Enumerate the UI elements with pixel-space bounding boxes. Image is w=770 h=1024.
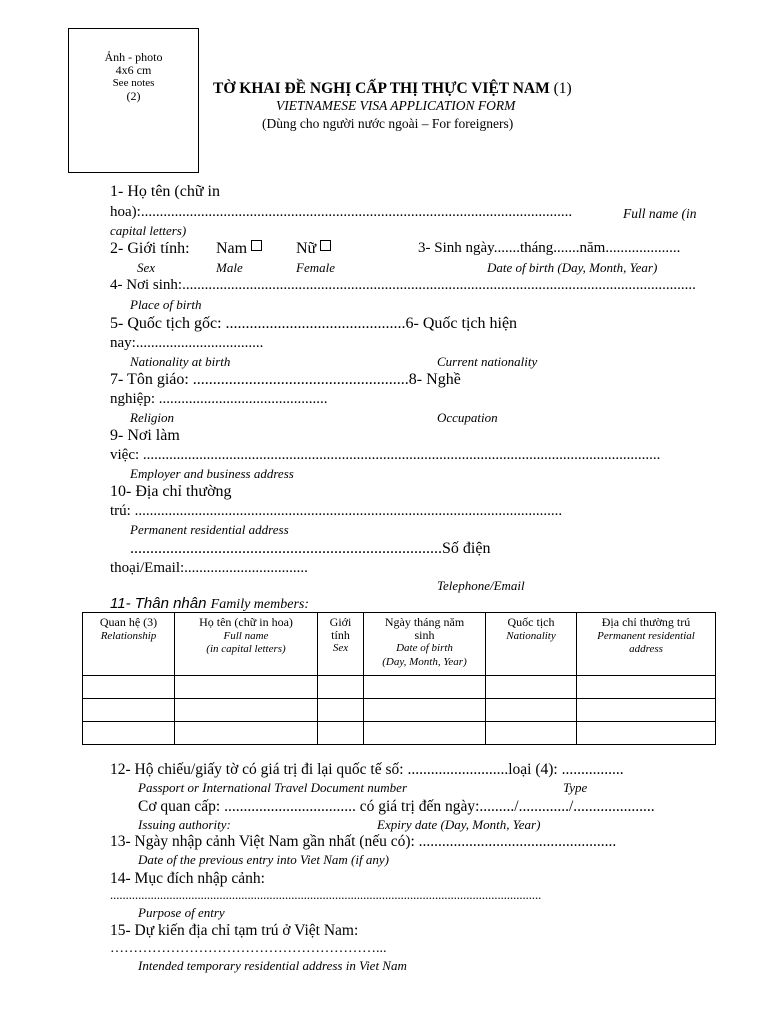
field-9-label: 9- Nơi làm: [110, 427, 180, 444]
table-cell[interactable]: [175, 676, 318, 699]
field-14-label: 14- Mục đích nhập cảnh:: [110, 870, 265, 887]
table-cell[interactable]: [486, 676, 577, 699]
col-nationality: Quốc tịch Nationality: [486, 613, 577, 676]
photo-note: See notes: [112, 77, 155, 89]
field-5-en: Nationality at birth: [130, 354, 231, 369]
table-cell[interactable]: [318, 699, 364, 722]
table-cell[interactable]: [364, 699, 486, 722]
field-12-en: Passport or International Travel Document number: [138, 780, 408, 795]
field-1-input[interactable]: hoa):...................................................................................................................: [110, 204, 573, 220]
col-date-of-birth: Ngày tháng năm sinh Date of birth (Day, Month, Year): [364, 613, 486, 676]
field-13-en: Date of the previous entry into Viet Nam (if any): [138, 852, 389, 867]
field-11-label: 11- Thân nhân Family members:: [110, 595, 310, 612]
field-2-label: 2- Giới tính:: [110, 240, 190, 257]
field-12-issuing-en: Issuing authority:: [138, 817, 231, 832]
form-subtitle-users: (Dùng cho người nước ngoài – For foreigners): [262, 116, 514, 131]
field-6-en: Current nationality: [437, 354, 538, 369]
table-header-row: [83, 613, 716, 676]
table-cell[interactable]: [318, 676, 364, 699]
field-1-en-2: capital letters): [110, 223, 187, 238]
table-cell[interactable]: [83, 699, 175, 722]
field-1-en: Full name (in: [623, 206, 697, 221]
photo-note-number: (2): [126, 89, 141, 103]
field-5-input[interactable]: 5- Quốc tịch gốc: .............................................6- Quốc tịch hiện: [110, 315, 518, 332]
col-full-name: Họ tên (chữ in hoa) Full name (in capital letters): [175, 613, 318, 676]
table-cell[interactable]: [577, 676, 716, 699]
table-row: [83, 676, 716, 699]
field-4-en: Place of birth: [130, 297, 202, 312]
photo-size: 4x6 cm: [115, 63, 152, 77]
field-9-en: Employer and business address: [130, 466, 294, 481]
field-7-input[interactable]: 7- Tôn giáo: ......................................................8- Nghề: [110, 371, 461, 388]
field-2-male-en: Male: [216, 260, 243, 275]
field-12-input[interactable]: 12- Hộ chiếu/giấy tờ có giá trị đi lại quốc tế số: ..........................loại (4): ................: [110, 761, 624, 778]
field-15-en: Intended temporary residential address in Viet Nam: [138, 958, 407, 973]
field-14-en: Purpose of entry: [138, 905, 225, 920]
field-2-en: Sex: [137, 260, 156, 275]
field-10-email-input[interactable]: thoại/Email:.................................: [110, 560, 308, 576]
field-10-phone-line[interactable]: ..............................................................................Số điện: [130, 540, 491, 557]
form-title: TỜ KHAI ĐỀ NGHỊ CẤP THỊ THỰC VIỆT NAM (1): [213, 80, 572, 97]
field-15-label: 15- Dự kiến địa chỉ tạm trú ở Việt Nam:: [110, 922, 359, 939]
field-7-en: Religion: [130, 410, 175, 425]
male-checkbox[interactable]: [251, 240, 262, 251]
table-row: [83, 699, 716, 722]
field-15-input[interactable]: …………………………………………………...: [110, 941, 387, 956]
female-checkbox[interactable]: [320, 240, 331, 251]
field-10-en: Permanent residential address: [130, 522, 289, 537]
field-12-type-en: Type: [563, 780, 588, 795]
table-cell[interactable]: [83, 676, 175, 699]
field-2-female-en: Female: [296, 260, 335, 275]
field-10-tel-en: Telephone/Email: [437, 578, 525, 593]
field-10-label: 10- Địa chỉ thường: [110, 483, 232, 500]
field-8-en: Occupation: [437, 410, 498, 425]
photo-label: Ảnh - photo: [104, 50, 163, 64]
family-members-table: [82, 612, 716, 745]
col-sex: Giới tính Sex: [318, 613, 364, 676]
table-cell[interactable]: [486, 722, 577, 745]
table-cell[interactable]: [318, 722, 364, 745]
form-subtitle-en: VIETNAMESE VISA APPLICATION FORM: [276, 98, 516, 113]
field-9-input[interactable]: việc: ..........................................................................................................................................: [110, 447, 661, 463]
table-cell[interactable]: [577, 722, 716, 745]
field-3-en: Date of birth (Day, Month, Year): [487, 260, 658, 275]
sex-male-option[interactable]: Nam: [216, 240, 262, 258]
table-cell[interactable]: [364, 676, 486, 699]
sex-female-option[interactable]: Nữ: [296, 240, 331, 258]
field-1-label: 1- Họ tên (chữ in: [110, 183, 220, 200]
field-13-input[interactable]: 13- Ngày nhập cảnh Việt Nam gần nhất (nếu có): ...................................................: [110, 833, 617, 850]
table-row: [83, 722, 716, 745]
table-cell[interactable]: [83, 722, 175, 745]
table-cell[interactable]: [175, 699, 318, 722]
field-12-issuing-input[interactable]: Cơ quan cấp: .................................. có giá trị đến ngày:........./............./.....................: [138, 798, 655, 815]
photo-box: [68, 28, 199, 173]
field-6-input[interactable]: nay:..................................: [110, 335, 264, 351]
field-14-input[interactable]: ..........................................................................................................................................: [110, 888, 542, 902]
table-cell[interactable]: [486, 699, 577, 722]
col-address: Địa chỉ thường trú Permanent residential address: [577, 613, 716, 676]
table-cell[interactable]: [577, 699, 716, 722]
field-10-input[interactable]: trú: ..................................................................................................................: [110, 503, 563, 519]
table-cell[interactable]: [364, 722, 486, 745]
table-cell[interactable]: [175, 722, 318, 745]
field-3-input[interactable]: 3- Sinh ngày.......tháng.......năm....................: [418, 240, 681, 256]
col-relationship: Quan hệ (3) Relationship: [83, 613, 175, 676]
field-4-input[interactable]: 4- Nơi sinh:.........................................................................................................................................: [110, 277, 696, 293]
field-12-expiry-en: Expiry date (Day, Month, Year): [377, 817, 541, 832]
field-8-input[interactable]: nghiệp: .............................................: [110, 391, 328, 407]
